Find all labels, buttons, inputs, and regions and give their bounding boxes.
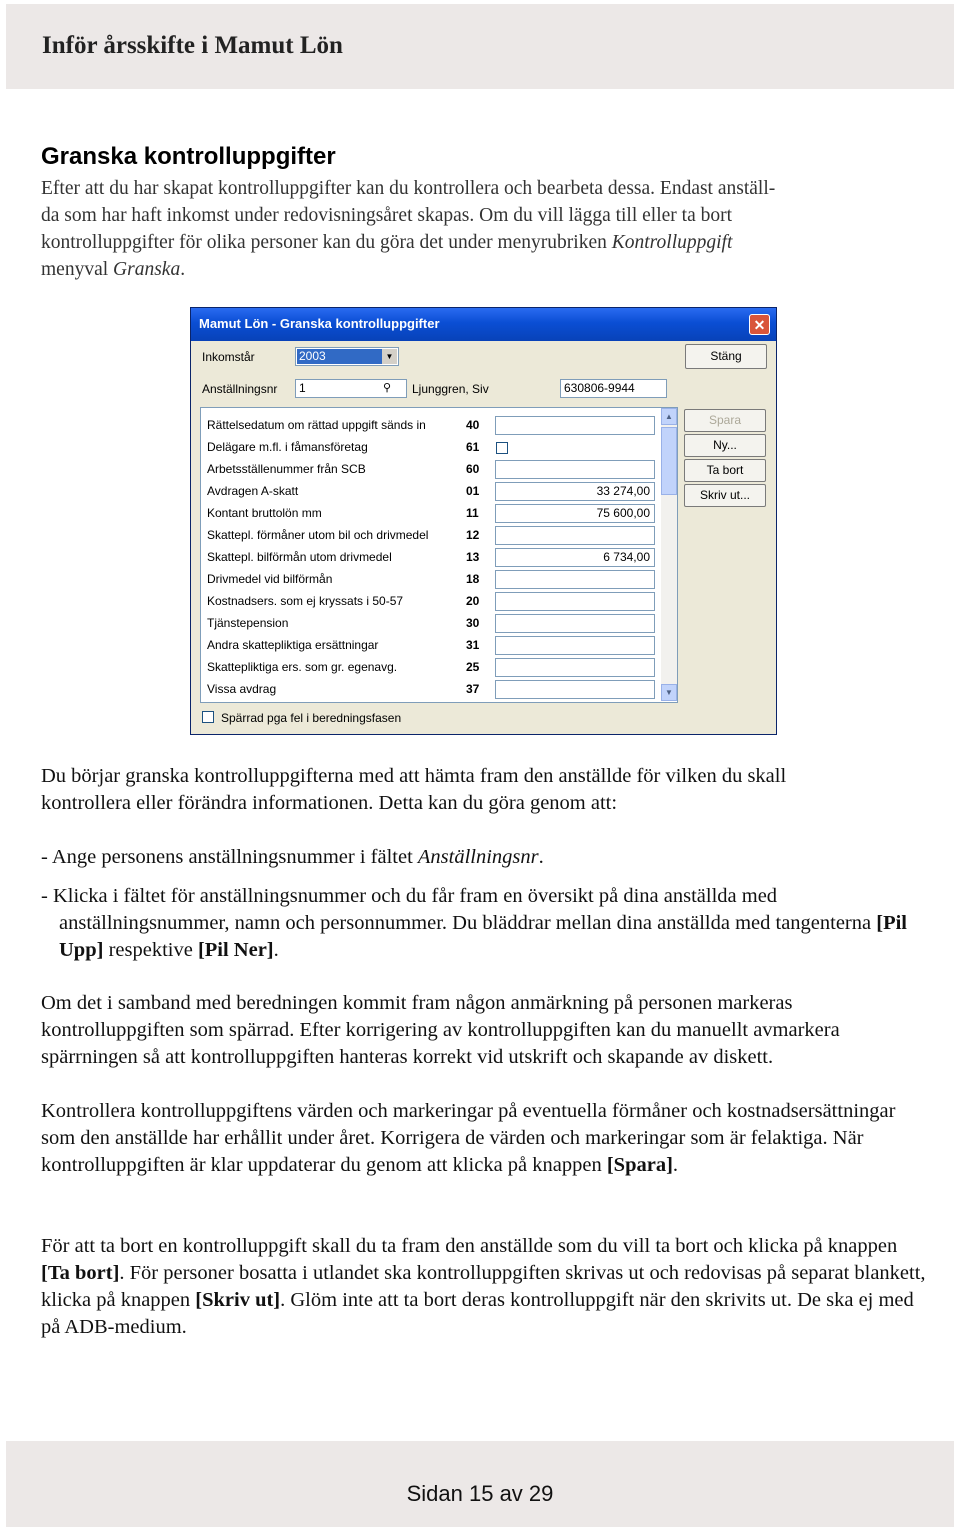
field-code: 31 [466, 638, 480, 652]
scroll-up-icon[interactable]: ▲ [661, 408, 677, 425]
bullet-text: - Ange personens anställningsnummer i fältet [41, 846, 418, 868]
bullet-text: . [538, 846, 544, 868]
paragraph-text: . För personer bosatta i utlandet ska kontrolluppgiften skrivas ut och redovisas på separat blankett, klicka på knappen [41, 1262, 926, 1311]
year-value: 2003 [297, 349, 383, 364]
field-code: 13 [466, 550, 480, 564]
field-value-input[interactable] [495, 416, 655, 435]
bullet-text: - Klicka i fältet för anställningsnummer och du får fram en översikt på dina anställda med anställningsnummer, namn och personnummer. Du bläddrar mellan dina anställda med tangenterna [41, 885, 877, 934]
field-code: 61 [466, 440, 480, 454]
field-name-label: Kostnadsers. som ej kryssats i 50-57 [207, 594, 404, 608]
blocked-checkbox[interactable] [202, 711, 214, 723]
field-name-label: Tjänstepension [207, 616, 289, 630]
field-name-label: Vissa avdrag [207, 682, 277, 696]
field-name-label: Rättelsedatum om rättad uppgift sänds in [207, 418, 426, 432]
field-code: 18 [466, 572, 480, 586]
bullet-text: . [273, 939, 279, 961]
intro-text: . [180, 259, 186, 280]
close-button[interactable]: Stäng [685, 344, 767, 369]
field-name-label: Arbetsställenummer från SCB [207, 462, 366, 476]
binoculars-icon[interactable]: ⚲ [383, 382, 392, 394]
field-value-input[interactable]: 6 734,00 [495, 548, 655, 567]
field-row [200, 635, 660, 657]
key-name: [Pil Upp] [59, 912, 907, 961]
field-row [200, 547, 660, 569]
intro-text: menyval [41, 259, 114, 280]
year-select[interactable] [295, 347, 399, 366]
field-row [200, 503, 660, 525]
year-label: Inkomstår [202, 350, 255, 364]
field-code: 01 [466, 484, 480, 498]
field-name: Anställningsnr [417, 846, 539, 868]
paragraph: Om det i samband med beredningen kommit fram någon anmärkning på personen markeras kontrolluppgiften som spärrad. Efter korrigering av kontrolluppgiften kan du manuellt avmarkera spärrningen så att kontrolluppgiften hanteras korrekt vid utskrift och skapande av diskett. [41, 992, 840, 1068]
field-value-input[interactable] [495, 570, 655, 589]
intro-line [41, 256, 931, 283]
key-name: [Spara] [606, 1154, 673, 1176]
field-code: 40 [466, 418, 480, 432]
field-value-input[interactable]: 75 600,00 [495, 504, 655, 523]
dialog-titlebar [191, 308, 776, 341]
dialog-title: Mamut Lön - Granska kontrolluppgifter [199, 316, 440, 331]
field-value-input[interactable] [495, 680, 655, 699]
field-value-input[interactable] [495, 658, 655, 677]
field-name-label: Skattepliktiga ers. som gr. egenavg. [207, 660, 398, 674]
page-header [6, 4, 954, 89]
bullet-item [41, 844, 931, 871]
document-title: Inför årsskifte i Mamut Lön [42, 32, 343, 59]
field-name-label: Andra skattepliktiga ersättningar [207, 638, 379, 652]
intro-line [41, 229, 931, 256]
bullet-item [41, 883, 949, 964]
field-row [200, 613, 660, 635]
granska-dialog [190, 307, 777, 735]
field-name-label: Drivmedel vid bilförmån [207, 572, 333, 586]
field-value-input[interactable]: 33 274,00 [495, 482, 655, 501]
personal-number-field: 630806-9944 [560, 379, 667, 398]
paragraph [41, 1098, 931, 1179]
field-row [200, 459, 660, 481]
employee-number-input[interactable]: 1 [295, 379, 407, 398]
field-row [200, 415, 660, 437]
field-code: 60 [466, 462, 480, 476]
field-row [200, 569, 660, 591]
field-code: 25 [466, 660, 480, 674]
paragraph-text: För att ta bort en kontrolluppgift skall du ta fram den anställde som du vill ta bort och klicka på knappen [41, 1235, 898, 1257]
field-row [200, 481, 660, 503]
menu-name: Kontrolluppgift [611, 232, 733, 253]
menu-option: Granska [113, 259, 181, 280]
field-row [200, 657, 660, 679]
field-value-input[interactable] [495, 636, 655, 655]
scroll-down-icon[interactable]: ▼ [661, 684, 677, 701]
field-value-input[interactable] [495, 460, 655, 479]
bullet-text: respektive [103, 939, 198, 961]
delete-button[interactable]: Ta bort [684, 459, 766, 482]
intro-paragraph [41, 175, 931, 283]
field-code: 20 [466, 594, 480, 608]
intro-text: kontrolluppgifter för olika personer kan du göra det under menyrubriken [41, 232, 612, 253]
field-name-label: Skattepl. bilförmån utom drivmedel [207, 550, 392, 564]
new-button[interactable]: Ny... [684, 434, 766, 457]
intro-line: da som har haft inkomst under redovisningsåret skapas. Om du vill lägga till eller ta bort [41, 205, 733, 226]
field-name-label: Skattepl. förmåner utom bil och drivmedel [207, 528, 429, 542]
page-number: Sidan 15 av 29 [406, 1481, 554, 1506]
close-icon[interactable]: ✕ [749, 314, 770, 335]
key-name: [Ta bort] [41, 1262, 120, 1284]
field-code: 11 [466, 506, 479, 520]
field-name-label: Delägare m.fl. i fåmansföretag [207, 440, 368, 454]
paragraph-text: . Glöm inte att ta bort deras kontrolluppgift när den skrivits ut. De ska ej med på ADB-medium. [41, 1289, 914, 1338]
key-name: [Skriv ut] [195, 1289, 281, 1311]
intro-line: Efter att du har skapat kontrolluppgifter kan du kontrollera och bearbeta dessa. Endast anställ- [41, 178, 776, 199]
field-code: 30 [466, 616, 480, 630]
field-row [200, 437, 660, 459]
page-footer [6, 1441, 954, 1527]
paragraph [41, 1233, 931, 1341]
employee-label: Anställningsnr [202, 382, 278, 396]
paragraph [41, 763, 931, 817]
paragraph-text: kontrollera eller förändra informationen. Detta kan du göra genom att: [41, 792, 618, 814]
blocked-label: Spärrad pga fel i beredningsfasen [221, 711, 402, 725]
employee-name: Ljunggren, Siv [412, 382, 489, 396]
field-checkbox[interactable] [496, 442, 508, 454]
field-name-label: Kontant bruttolön mm [207, 506, 322, 520]
scrollbar[interactable] [661, 408, 677, 701]
chevron-down-icon[interactable]: ▼ [382, 349, 397, 364]
paragraph-text: Kontrollera kontrolluppgiftens värden och markeringar på eventuella förmåner och kostnadsersättningar som den anställde har erhållit under året. Korrigera de värden och markeringar som är felaktiga. När kontrolluppgiften är klar uppdaterar du genom att klicka på knappen [41, 1100, 896, 1176]
field-row [200, 591, 660, 613]
field-row [200, 525, 660, 547]
key-name: [Pil Ner] [197, 939, 274, 961]
save-button[interactable]: Spara [684, 409, 766, 432]
field-row [200, 679, 660, 701]
paragraph-text: . [672, 1154, 679, 1176]
field-value-input[interactable] [495, 592, 655, 611]
field-name-label: Avdragen A-skatt [207, 484, 299, 498]
field-value-input[interactable] [495, 614, 655, 633]
field-code: 12 [466, 528, 480, 542]
scroll-thumb[interactable] [661, 427, 677, 495]
field-code: 37 [466, 682, 480, 696]
print-button[interactable]: Skriv ut... [684, 484, 766, 507]
paragraph-text: Du börjar granska kontrolluppgifterna med att hämta fram den anställde för vilken du skall [41, 765, 787, 787]
section-heading: Granska kontrolluppgifter [41, 143, 336, 170]
field-value-input[interactable] [495, 526, 655, 545]
